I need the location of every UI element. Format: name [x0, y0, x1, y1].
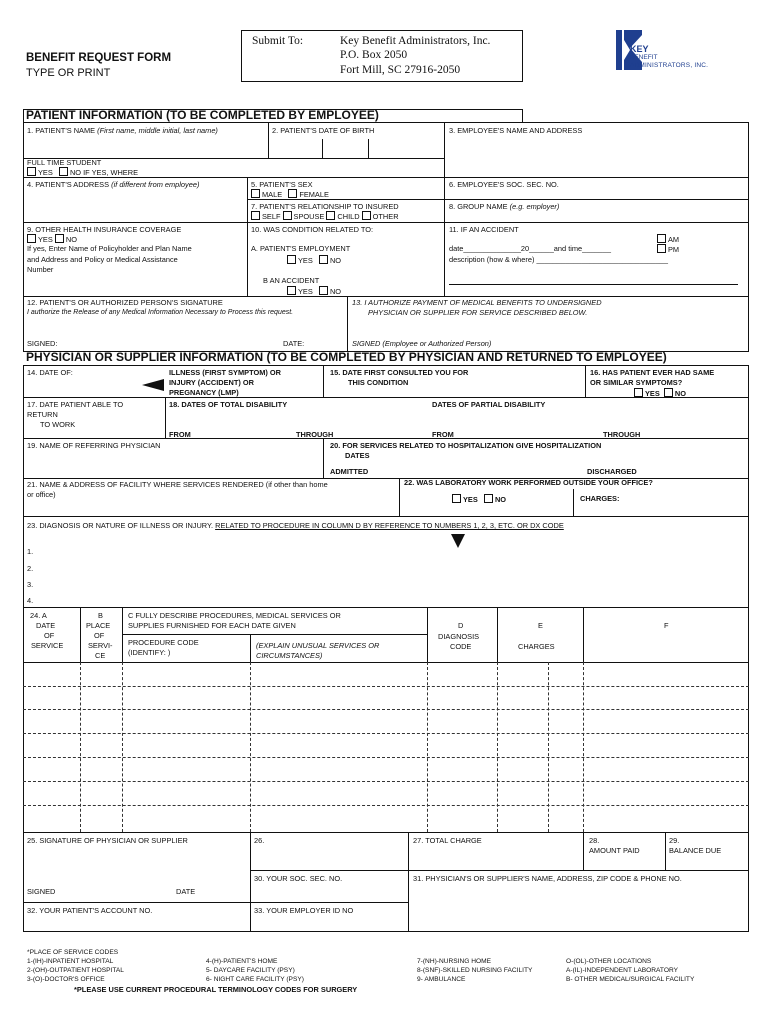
col-b-line-5: CE: [95, 651, 106, 660]
col-d-line-2: DIAGNOSIS: [438, 632, 480, 641]
fts-yes-checkbox[interactable]: [27, 167, 36, 176]
field-7-label: 7. PATIENT'S RELATIONSHIP TO INSURED: [251, 202, 399, 211]
field-8-label: 8. GROUP NAME (e.g. employer): [449, 202, 560, 211]
field-25-label: 25. SIGNATURE OF PHYSICIAN OR SUPPLIER: [27, 836, 188, 845]
field-3-label: 3. EMPLOYEE'S NAME AND ADDRESS: [449, 126, 583, 135]
sex-male-checkbox[interactable]: [251, 189, 260, 198]
similar-no-checkbox[interactable]: [664, 388, 673, 397]
diagnosis-4[interactable]: 4.: [27, 596, 34, 605]
field-29-line-2: BALANCE DUE: [669, 846, 722, 855]
field-10b-options: YES NO: [287, 286, 341, 296]
patient-section-title: PATIENT INFORMATION (TO BE COMPLETED BY EMPLOYEE): [26, 108, 379, 122]
field-9-note-2: and Address and Policy or Medical Assistance: [27, 255, 178, 264]
employment-no-checkbox[interactable]: [319, 255, 328, 264]
field-32-label: 32. YOUR PATIENT'S ACCOUNT NO.: [27, 906, 153, 915]
accident-description-line: description (how & where) ________________________________: [449, 255, 669, 264]
employment-yes-checkbox[interactable]: [287, 255, 296, 264]
partial-disability-label: DATES OF PARTIAL DISABILITY: [432, 400, 546, 409]
arrow-left-icon: [142, 379, 164, 391]
submit-address-line-2: P.O. Box 2050: [340, 49, 408, 61]
field-29-line-1: 29.: [669, 836, 680, 845]
other-ins-no-checkbox[interactable]: [55, 234, 64, 243]
arrow-down-icon: [451, 534, 465, 548]
col-d-line-1: D: [458, 621, 464, 630]
field-21-line-2: or office): [27, 490, 56, 499]
col-a-line-3: OF: [44, 631, 55, 640]
field-16-options: YES NO: [634, 388, 686, 398]
physician-date-label: DATE: [176, 887, 196, 896]
diagnosis-1[interactable]: 1.: [27, 547, 34, 556]
field-11-label: 11. IF AN ACCIDENT: [449, 225, 519, 234]
field-30-label: 30. YOUR SOC. SEC. NO.: [254, 874, 343, 883]
field-20-line-1: 20. FOR SERVICES RELATED TO HOSPITALIZATION GIVE HOSPITALIZATION: [330, 441, 602, 450]
field-9-note-3: Number: [27, 265, 54, 274]
field-14-opt-3: PREGNANCY (LMP): [169, 388, 239, 397]
field-10b-label: B AN ACCIDENT: [263, 276, 320, 285]
field-16-line-1: 16. HAS PATIENT EVER HAD SAME: [590, 368, 715, 377]
field-13-line-1: 13. I AUTHORIZE PAYMENT OF MEDICAL BENEFITS TO UNDERSIGNED: [352, 298, 602, 307]
field-10a-label: A. PATIENT'S EMPLOYMENT: [251, 244, 351, 253]
field-2-label: 2. PATIENT'S DATE OF BIRTH: [272, 126, 375, 135]
patient-signed-label: SIGNED:: [27, 339, 58, 348]
col-b-line-3: OF: [94, 631, 105, 640]
logo-word: KEY: [630, 44, 649, 54]
similar-yes-checkbox[interactable]: [634, 388, 643, 397]
form-title: BENEFIT REQUEST FORM: [26, 52, 172, 64]
field-12-note: I authorize the Release of any Medical Information Necessary to Process this request.: [27, 309, 294, 316]
total-through-label: THROUGH: [296, 430, 334, 439]
field-17-line-1: 17. DATE PATIENT ABLE TO: [27, 400, 124, 409]
field-15-line-1: 15. DATE FIRST CONSULTED YOU FOR: [330, 368, 469, 377]
field-10a-options: YES NO: [287, 255, 341, 265]
field-33-label: 33. YOUR EMPLOYER ID NO: [254, 906, 354, 915]
field-12-label: 12. PATIENT'S OR AUTHORIZED PERSON'S SIGNATURE: [27, 298, 223, 307]
diagnosis-2[interactable]: 2.: [27, 564, 34, 573]
field-6-label: 6. EMPLOYEE'S SOC. SEC. NO.: [449, 180, 559, 189]
rel-self-checkbox[interactable]: [251, 211, 260, 220]
field-10-label: 10. WAS CONDITION RELATED TO:: [251, 225, 374, 234]
proc-code-line-2: (IDENTIFY: ): [128, 648, 171, 657]
codes-col2-2: 5- DAYCARE FACILITY (PSY): [206, 967, 295, 974]
field-22-options: YES NO: [452, 494, 506, 504]
field-16-line-2: OR SIMILAR SYMPTOMS?: [590, 378, 683, 387]
codes-col3-1: 7-(NH)-NURSING HOME: [417, 958, 491, 965]
field-15-line-2: THIS CONDITION: [348, 378, 409, 387]
explain-line-1: (EXPLAIN UNUSUAL SERVICES OR: [256, 641, 380, 650]
full-time-student-options: YES NO IF YES, WHERE: [27, 167, 138, 177]
field-9-label: 9. OTHER HEALTH INSURANCE COVERAGE: [27, 225, 182, 234]
codes-col4-1: O-(OL)-OTHER LOCATIONS: [566, 958, 652, 965]
submit-to-label: Submit To:: [252, 35, 304, 47]
pm-option: PM: [657, 244, 679, 254]
field-9-options: YES NO: [27, 234, 77, 244]
employee-signed-label: SIGNED (Employee or Authorized Person): [352, 339, 492, 348]
codes-col1-3: 3-(O)-DOCTOR'S OFFICE: [27, 976, 105, 983]
accident-date-line: date______________20______and time_______: [449, 244, 611, 253]
admitted-label: ADMITTED: [330, 467, 369, 476]
accident-yes-checkbox[interactable]: [287, 286, 296, 295]
field-14-label: 14. DATE OF:: [27, 368, 73, 377]
col-b-line-4: SERVI-: [88, 641, 113, 650]
field-22-label: 22. WAS LABORATORY WORK PERFORMED OUTSIDE YOUR OFFICE?: [404, 478, 653, 487]
fts-no-checkbox[interactable]: [59, 167, 68, 176]
submit-address-line-1: Key Benefit Administrators, Inc.: [340, 35, 491, 47]
relationship-options: SELF SPOUSE CHILD OTHER: [251, 211, 399, 221]
rel-spouse-checkbox[interactable]: [283, 211, 292, 220]
field-5-label: 5. PATIENT'S SEX: [251, 180, 313, 189]
codes-col4-3: B- OTHER MEDICAL/SURGICAL FACILITY: [566, 976, 695, 983]
field-17-line-2: RETURN: [27, 410, 58, 419]
col-a-line-4: SERVICE: [31, 641, 64, 650]
col-b-line-1: B: [98, 611, 103, 620]
field-26-label: 26.: [254, 836, 265, 845]
col-f-label: F: [664, 621, 669, 630]
rel-other-checkbox[interactable]: [362, 211, 371, 220]
partial-through-label: THROUGH: [603, 430, 641, 439]
field-14-opt-2: INJURY (ACCIDENT) OR: [169, 378, 254, 387]
col-c-line-2: SUPPLIES FURNISHED FOR EACH DATE GIVEN: [128, 621, 296, 630]
field-4-label: 4. PATIENT'S ADDRESS (if different from employee): [27, 180, 200, 189]
col-e-line-1: E: [538, 621, 543, 630]
codes-col4-2: A-(IL)-INDEPENDENT LABORATORY: [566, 967, 678, 974]
lab-charges-label: CHARGES:: [580, 494, 620, 503]
field-13-line-2: PHYSICIAN OR SUPPLIER FOR SERVICE DESCRIBED BELOW.: [368, 308, 588, 317]
cpt-note: *PLEASE USE CURRENT PROCEDURAL TERMINOLOGY CODES FOR SURGERY: [74, 985, 358, 994]
proc-code-line-1: PROCEDURE CODE: [128, 638, 199, 647]
field-1-label: 1. PATIENT'S NAME (First name, middle initial, last name): [27, 126, 218, 135]
full-time-student-label: FULL TIME STUDENT: [27, 158, 102, 167]
col-b-line-2: PLACE: [86, 621, 111, 630]
accident-description-blank[interactable]: [449, 284, 738, 285]
field-28-line-2: AMOUNT PAID: [589, 846, 640, 855]
am-option: AM: [657, 234, 679, 244]
sex-female-checkbox[interactable]: [288, 189, 297, 198]
field-18-label: 18. DATES OF TOTAL DISABILITY: [169, 400, 288, 409]
col-e-line-2: CHARGES: [518, 642, 555, 651]
physician-signed-label: SIGNED: [27, 887, 56, 896]
field-17-line-3: TO WORK: [40, 420, 76, 429]
codes-col2-1: 4-(H)-PATIENT'S HOME: [206, 958, 278, 965]
field-14-opt-1: ILLNESS (FIRST SYMPTOM) OR: [169, 368, 281, 377]
field-27-label: 27. TOTAL CHARGE: [413, 836, 482, 845]
codes-col2-3: 6- NIGHT CARE FACILITY (PSY): [206, 976, 304, 983]
codes-col1-2: 2-(OH)-OUTPATIENT HOSPITAL: [27, 967, 124, 974]
explain-line-2: CIRCUMSTANCES): [256, 651, 323, 660]
col-d-line-3: CODE: [450, 642, 472, 651]
codes-col1-1: 1-(IH)-INPATIENT HOSPITAL: [27, 958, 114, 965]
lab-no-checkbox[interactable]: [484, 494, 493, 503]
lab-yes-checkbox[interactable]: [452, 494, 461, 503]
field-28-line-1: 28.: [589, 836, 600, 845]
pm-checkbox[interactable]: [657, 244, 666, 253]
form-subtitle: TYPE OR PRINT: [26, 67, 111, 79]
logo-sub-1: BENEFIT: [630, 54, 658, 61]
codes-col3-2: 8-(SNF)-SKILLED NURSING FACILITY: [417, 967, 533, 974]
col-a-line-2: DATE: [36, 621, 56, 630]
field-21-line-1: 21. NAME & ADDRESS OF FACILITY WHERE SERVICES RENDERED (if other than home: [27, 480, 328, 489]
discharged-label: DISCHARGED: [587, 467, 637, 476]
other-ins-yes-checkbox[interactable]: [27, 234, 36, 243]
submit-to-box: [241, 30, 523, 82]
codes-col3-3: 9- AMBULANCE: [417, 976, 466, 983]
logo-sub-2: ADMINISTRATORS, INC.: [630, 62, 709, 69]
rel-child-checkbox[interactable]: [326, 211, 335, 220]
col-a-line-1: 24. A: [30, 611, 47, 620]
diagnosis-3[interactable]: 3.: [27, 580, 34, 589]
physician-section-title: PHYSICIAN OR SUPPLIER INFORMATION (TO BE COMPLETED BY PHYSICIAN AND RETURNED TO EMPLOYEE): [26, 350, 667, 364]
submit-address-line-3: Fort Mill, SC 27916-2050: [340, 64, 461, 76]
partial-from-label: FROM: [432, 430, 454, 439]
field-31-label: 31. PHYSICIAN'S OR SUPPLIER'S NAME, ADDRESS, ZIP CODE & PHONE NO.: [413, 874, 682, 883]
am-checkbox[interactable]: [657, 234, 666, 243]
total-from-label: FROM: [169, 430, 191, 439]
field-9-note-1: If yes, Enter Name of Policyholder and Plan Name: [27, 244, 192, 253]
place-codes-title: *PLACE OF SERVICE CODES: [27, 949, 119, 956]
field-20-line-2: DATES: [345, 451, 370, 460]
sex-options: MALE FEMALE: [251, 189, 329, 199]
company-logo: [616, 30, 736, 74]
col-c-line-1: C FULLY DESCRIBE PROCEDURES, MEDICAL SERVICES OR: [128, 611, 341, 620]
field-19-label: 19. NAME OF REFERRING PHYSICIAN: [27, 441, 161, 450]
patient-date-label: DATE:: [283, 339, 305, 348]
field-23-label: 23. DIAGNOSIS OR NATURE OF ILLNESS OR INJURY. RELATED TO PROCEDURE IN COLUMN D BY REFERENCE TO NUMBERS 1, 2, 3, ETC. OR DX CODE: [27, 521, 564, 530]
accident-no-checkbox[interactable]: [319, 286, 328, 295]
